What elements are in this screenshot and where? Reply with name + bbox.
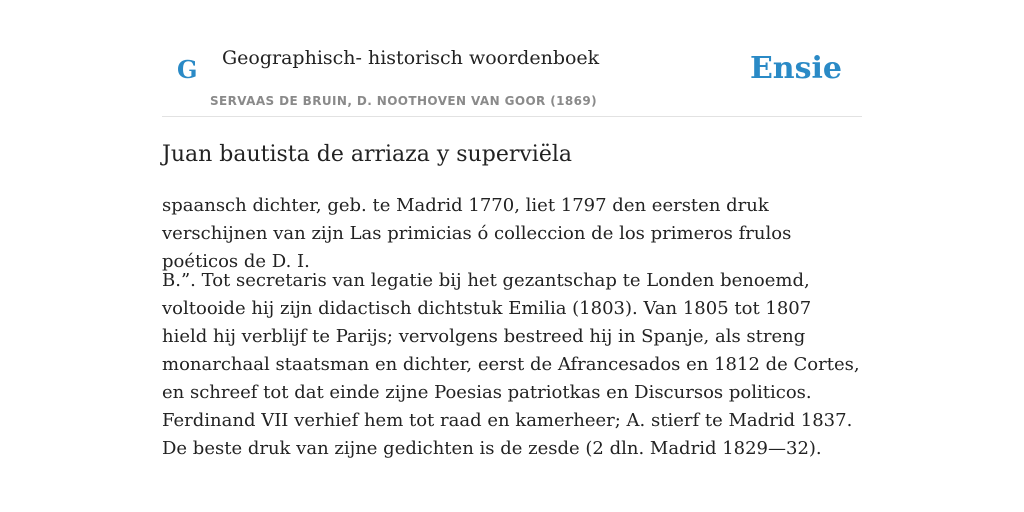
page-container: [162, 0, 862, 459]
book-authors: SERVAAS DE BRUIN, D. NOOTHOVEN VAN GOOR (1869): [210, 94, 598, 108]
header: [162, 0, 862, 117]
book-title-link[interactable]: Geographisch- historisch woordenboek: [222, 47, 600, 69]
entry-title: Juan bautista de arriaza y superviëla: [162, 142, 572, 167]
entry-paragraph-1: spaansch dichter, geb. te Madrid 1770, liet 1797 den eersten druk verschijnen van zijn Las primicias ó colleccion de los primeros frulos poéticos de D. I.: [162, 195, 792, 272]
book-logo[interactable]: G: [177, 55, 198, 84]
ensie-logo[interactable]: Ensie: [749, 51, 842, 86]
entry-paragraph-2: B.”. Tot secretaris van legatie bij het gezantschap te Londen benoemd, voltooide hij zijn didactisch dichtstuk Emilia (1803). Van 1805 tot 1807 hield hij verblijf te Parijs; vervolgens bestreed hij in Spanje, als streng monarchaal staatsman en dichter, eerst de Afrancesados en 1812 de Cortes, en schreef tot dat einde zijne Poesias patriotkas en Discursos politicos. Ferdinand VII verhief hem tot raad en kamerheer; A. stierf te Madrid 1837. De beste druk van zijne gedichten is de zesde (2 dln. Madrid 1829—32).: [162, 270, 860, 459]
